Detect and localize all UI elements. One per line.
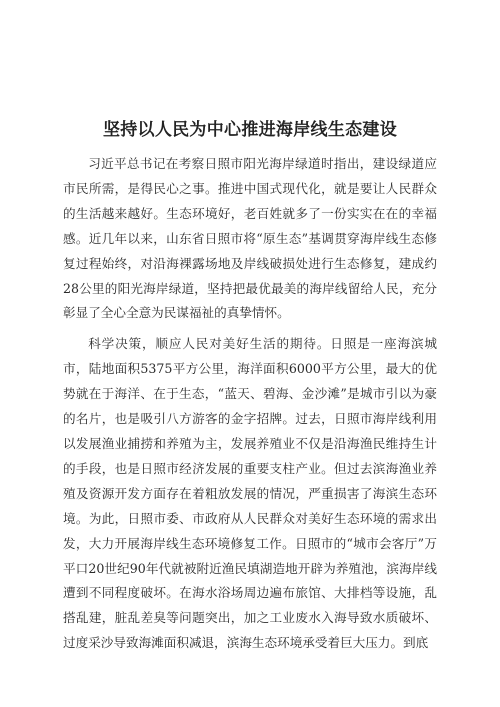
document-title: 坚持以人民为中心推进海岸线生态建设: [102, 120, 398, 140]
paragraph-scientific-decision: 科学决策，顺应人民对美好生活的期待。日照是一座海滨城市，陆地面积5375平方公里，海洋面积6000平方公里，最大的优势就在于海洋、在于生态，“蓝天、碧海、金沙滩”是城市引以为豪的名片，也是吸引八方游客的金字招牌。过去，日照市海岸线利用以发展渔业捕捞和养殖为主，发展养殖业不仅是沿海渔民维持生计的手段，也是日照市经济发展的重要支柱产业。但过去滨海渔业养殖及资源开发方面存在着粗放发展的情况，严重损害了海滨生态环境。为此，日照市委、市政府从人民群众对美好生态环境的需求出发，大力开展海岸线生态环境修复工作。日照市的“城市会客厅”万平口20世纪90年代就被附近渔民填湖造地开辟为养殖池，滨海岸线遭到不同程度破坏。在海水浴场周边遍布旅馆、大排档等设施，乱搭乱建，脏乱差臭等问题突出，加之工业废水入海导致水质破坏、过度采沙导致海滩面积减退，滨海生态环境承受着巨大压力。到底: [63, 336, 437, 651]
paragraph-intro: 习近平总书记在考察日照市阳光海岸绿道时指出，建设绿道应市民所需，是得民心之事。推进中国式现代化，就是要让人民群众的生活越来越好。生态环境好，老百姓就多了一份实实在在的幸福感。近几年以来，山东省日照市将“原生态”基调贯穿海岸线生态修复过程始终，对沿海裸露场地及岸线破损处进行生态修复，建成约28公里的阳光海岸绿道，坚持把最优最美的海岸线留给人民，充分彰显了全心全意为民谋福祉的真挚情怀。: [63, 156, 437, 321]
